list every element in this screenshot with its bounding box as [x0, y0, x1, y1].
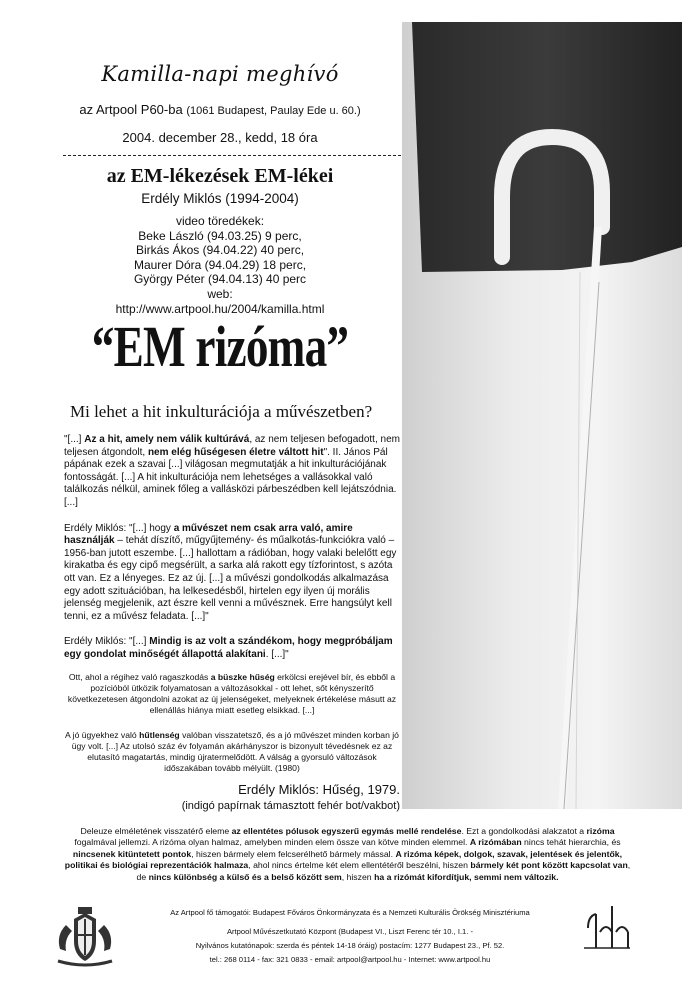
body-text: , hiszen bármely elem felcserélhető bármely mással. [191, 848, 396, 859]
venue-name: az Artpool P60-ba [79, 102, 183, 117]
contact-line: tel.: 268 0114 - fax: 321 0833 - email: artpool@artpool.hu - Internet: www.artpool.hu [209, 955, 491, 964]
video-heading: video töredékek: [175, 214, 265, 228]
body-emphasis: rizóma [586, 826, 615, 836]
body-emphasis: nincs különbség a külső és a belső között sem [148, 871, 342, 882]
body-text: fogalmával jellemzi. A rizóma olyan halmaz, amelyben minden elem össze van kötve minden elemmel. [74, 837, 470, 848]
video-item: Maurer Dóra (94.04.29) 18 perc, [133, 257, 307, 272]
quote-erdely-2 [64, 636, 404, 661]
web-url: http://www.artpool.hu/2004/kamilla.html [115, 301, 325, 316]
venue-line [40, 102, 400, 117]
body-emphasis: az ellentétes pólusok egyszerű egymás mellé rendelése [231, 826, 462, 836]
quote-emphasis: Az a hit, amely nem válik kultúrává [84, 434, 250, 445]
quote-text: ". II. János Pál pápának ezek a szavai [...] világosan megmutatják a hit inkulturációjának fontosságát. [...] A hit inkulturációja nem lehetséges a vallásokkal való találkozás nélkül, aminek főleg a vallásközi párbeszédben kell lejátszódnia. [...] [64, 446, 397, 508]
body-text: valóban visszatetsző, és a jó művészet minden korban jó ügy volt. [...] Az utolsó száz év folyamán akárhányszor is bizonyult tévedésnek ez az elutasító magatartás, mindig újratermelődött. A válság a gyorsuló változások időszakában tovább mélyült. (1980) [71, 730, 399, 773]
artpool-logo-icon [578, 898, 634, 962]
artwork-caption: Erdély Miklós: Hűség, 1979. [238, 782, 400, 797]
body-emphasis: a büszke hűség [210, 672, 275, 682]
cane-photo-graphic [402, 22, 682, 809]
quote-pope [64, 434, 404, 510]
body-text: Ott, ahol a régihez való ragaszkodás [68, 672, 211, 682]
contact-line: Artpool Művészetkutató Központ (Budapest VI., Liszt Ferenc tér 10., I.1. - [226, 927, 474, 936]
deleuze-paragraph [60, 826, 635, 883]
body-text: A jó ügyekhez való [65, 730, 140, 740]
body-text: , de [136, 860, 631, 882]
artwork-detail: (indigó papírnak támasztott fehér bot/vakbot) [181, 800, 400, 812]
husseg-paragraph [64, 672, 400, 716]
body-text: . Ezt a gondolkodási alakzatot a [461, 826, 587, 836]
quote-erdely-1 [64, 523, 404, 624]
web-label: web: [207, 286, 233, 301]
event-subtitle-author: Erdély Miklós (1994-2004) [141, 191, 299, 206]
body-emphasis: hűtlenség [139, 730, 180, 740]
video-item: György Péter (94.04.13) 40 perc [133, 272, 307, 287]
event-subtitle: az EM-lékezések EM-lékei [106, 165, 334, 187]
body-text: , ahol nincs értelme két elem ellentétéről beszélni, hiszen [248, 860, 471, 871]
question: Mi lehet a hit inkulturációja a művészetben? [70, 402, 373, 421]
event-date: 2004. december 28., kedd, 18 óra [122, 130, 318, 145]
body-emphasis: A rizómában [469, 837, 522, 848]
quotes-block [64, 434, 404, 675]
video-item: Beke László (94.03.25) 9 perc, [138, 228, 302, 243]
video-item: Birkás Ákos (94.04.22) 40 perc, [135, 243, 305, 258]
dashed-divider [63, 155, 401, 156]
husseg-paragraph [64, 730, 400, 774]
contact-block [120, 925, 580, 967]
quote-emphasis: nem elég hűségesen életre váltott hit [147, 446, 324, 458]
quote-emphasis: Mindig is az volt a szándékom, hogy megpróbáljam egy gondolat minőségét állapottá alakítani [64, 636, 393, 660]
body-emphasis: A rizóma képek, dolgok, szavak, jelentések és jelentők, politikai és biológiai reprezentációk halmaza [64, 848, 623, 871]
quote-text: Erdély Miklós: "[...] hogy [64, 522, 174, 534]
quote-emphasis: a művészet nem csak arra való, amire használják [64, 522, 353, 547]
quote-text: – tehát díszítő, műgyűjtemény- és műalkotás-funkciókra való – 1956-ban jutott eszembe. [...] hallottam a rádióban, hogy valaki belelőtt egy kirakatba és egy cipő megsérült, a sarka alá rakott egy tízforintost, s azóta ott van. Ez a lényeges. Ez az új. [...] a művészi gondolkodás alkalmazása egy adott szituációban, ha lelkesedésből, hirtelen egy ilyen új morális jelenség megjelenik, azt észre kell venni a művésznek. Erre hangsúlyt kell tenni, ez a művész feladata. [...]" [64, 535, 397, 622]
body-text: erkölcsi erejével bír, és ebből a pozícióból ütközik folyamatosan a változásokkal - ott lehet, sőt kényszerítő következetesen átgondolni azokat az új jelenségeket, melyeknek értékelése másutt az ellenállás hiánya miatt esetleg elsikkad. [...] [67, 672, 397, 715]
quote-text: "[...] [64, 434, 85, 445]
body-text: nincs tehát hierarchia, és [521, 837, 621, 848]
headline: “EM rizóma” [91, 314, 349, 379]
quote-text: . [...]" [265, 648, 289, 660]
contact-line: Nyilvános kutatónapok: szerda és péntek 14-18 óráig) postacím: 1277 Budapest 23., Pf. 52. [195, 941, 505, 950]
body-emphasis: nincsenek kitüntetett pontok [72, 848, 192, 859]
sponsor-line: Az Artpool fő támogatói: Budapest Főváros Önkormányzata és a Nemzeti Kulturális Örökség Minisztériuma [170, 908, 530, 917]
body-text: , hiszen [341, 871, 375, 882]
coat-of-arms-icon [52, 905, 118, 969]
quote-text: , az nem teljesen befogadott, nem teljesen átgondolt, [64, 434, 400, 458]
artwork-photo [402, 22, 682, 809]
body-emphasis: bármely két pont között kapcsolat van [470, 860, 628, 871]
husseg-block [64, 672, 400, 788]
invitation-title: Kamilla-napi meghívó [101, 62, 339, 86]
video-list [40, 214, 400, 316]
venue-address: (1061 Budapest, Paulay Ede u. 60.) [186, 105, 361, 117]
body-emphasis: ha a rizómát kifordítjuk, semmi nem változik. [374, 871, 559, 882]
quote-text: Erdély Miklós: "[...] [64, 636, 150, 648]
body-text: Deleuze elméletének visszatérő eleme [80, 826, 232, 836]
